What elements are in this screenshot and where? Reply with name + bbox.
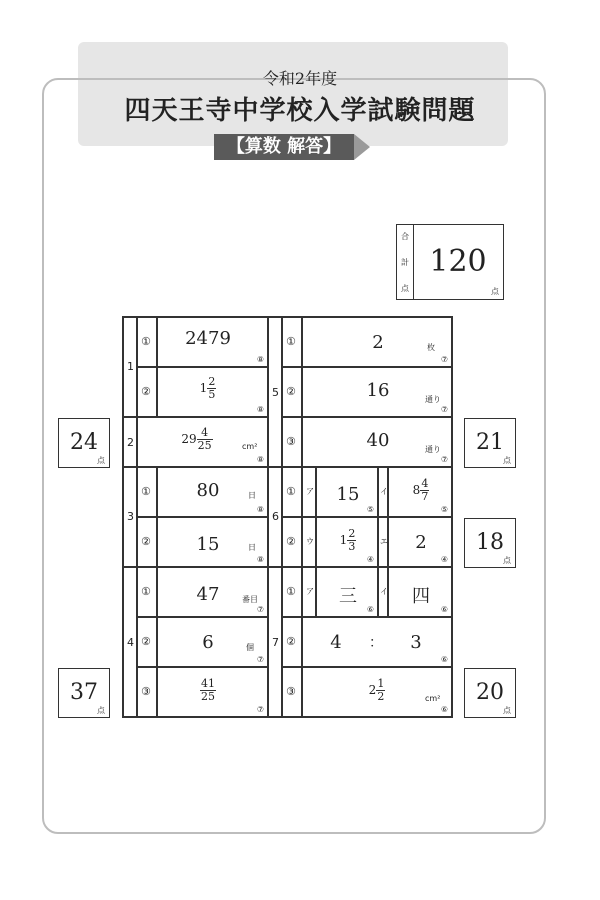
sub-number: ①: [141, 335, 151, 348]
q6-2b-answer-cell: [388, 517, 452, 567]
sub-number: ③: [141, 685, 151, 698]
answer-value: 16: [366, 380, 390, 401]
score-value: 24: [70, 430, 98, 455]
fraction-whole: 1: [199, 381, 208, 395]
fraction-whole: 2: [368, 683, 377, 697]
kana-label: ア: [306, 487, 314, 496]
answer-value: 4: [330, 632, 342, 653]
points-mark: ⑧: [256, 355, 264, 364]
fraction-denominator: 25: [197, 439, 212, 452]
sub-number-cell: [282, 317, 302, 367]
answer-unit: 番目: [242, 595, 258, 604]
pencil-tip-icon: [354, 134, 370, 160]
answer-value: 3: [410, 632, 422, 653]
q5-number-cell: [268, 317, 282, 467]
sub-number: ③: [286, 685, 296, 698]
sub-number: ①: [286, 585, 296, 598]
q2-number-cell: [123, 417, 137, 467]
q3-1-answer-cell: [157, 467, 268, 517]
score-value: 37: [70, 680, 98, 705]
question-number: 6: [272, 510, 279, 523]
points-mark: ⑥: [366, 605, 374, 614]
sub-number-cell: [137, 517, 157, 567]
q6-1b-answer-cell: [388, 467, 452, 517]
score-unit: 点: [503, 556, 511, 565]
q2-answer-cell: [137, 417, 268, 467]
points-mark: ⑧: [256, 405, 264, 414]
answer-fraction: [158, 376, 258, 401]
score-value: 18: [476, 530, 504, 555]
sub-number-cell: [282, 517, 302, 567]
answer-value: 2479: [185, 328, 231, 349]
sub-number-cell: [137, 567, 157, 617]
sub-number: ③: [286, 435, 296, 448]
points-mark: ⑦: [440, 405, 448, 414]
answer-unit: 通り: [425, 395, 441, 404]
fraction-numerator: 4: [197, 427, 213, 440]
points-mark: ⑧: [256, 555, 264, 564]
q6-number-cell: [268, 467, 282, 567]
question-number: 4: [127, 636, 134, 649]
kana-cell: [302, 517, 316, 567]
fraction-whole: 8: [412, 483, 421, 497]
fraction-denominator: 5: [208, 388, 216, 401]
answer-unit: 日: [248, 543, 256, 552]
sub-number-cell: [282, 367, 302, 417]
q4-number-cell: [123, 567, 137, 717]
q6-2a-answer-cell: [316, 517, 378, 567]
q7-number-cell: [268, 567, 282, 717]
score-unit: 点: [97, 456, 105, 465]
answer-grid: [122, 316, 453, 718]
q1-2-answer-cell: [157, 367, 268, 417]
sub-number: ②: [141, 385, 151, 398]
fraction-numerator: 41: [201, 677, 215, 690]
sub-number-cell: [137, 317, 157, 367]
exam-title: 四天王寺中学校入学試験問題: [124, 96, 476, 126]
answer-fraction: [347, 678, 407, 703]
points-mark: ⑦: [256, 605, 264, 614]
kana-label: イ: [380, 487, 388, 496]
score-box-5: [464, 418, 516, 468]
q7-3-answer-cell: [302, 667, 452, 717]
fraction-numerator: 2: [348, 527, 356, 540]
answer-value: 四: [412, 586, 430, 607]
score-box-3-4: [58, 668, 110, 718]
q4-3-answer-cell: [157, 667, 268, 717]
score-box-7: [464, 668, 516, 718]
fraction-denominator: 7: [421, 490, 429, 503]
total-label: [397, 225, 414, 299]
q7-1a-answer-cell: [316, 567, 378, 617]
sub-number-cell: [282, 567, 302, 617]
points-mark: ⑦: [256, 655, 264, 664]
sub-number-cell: [282, 617, 302, 667]
answer-unit: 日: [248, 491, 256, 500]
q3-number-cell: [123, 467, 137, 567]
kana-cell: [378, 567, 388, 617]
sub-number: ②: [286, 385, 296, 398]
score-value: 20: [476, 680, 504, 705]
sub-number-cell: [137, 467, 157, 517]
q5-2-answer-cell: [302, 367, 452, 417]
answer-value: 2: [372, 332, 384, 353]
points-mark: ⑦: [256, 705, 264, 714]
sub-number: ②: [141, 535, 151, 548]
answer-value: 47: [196, 584, 220, 605]
q1-1-answer-cell: [157, 317, 268, 367]
subject-tag: 【算数 解答】: [214, 134, 354, 160]
answer-fraction: [162, 427, 232, 452]
total-score-box: [396, 224, 504, 300]
q6-1a-answer-cell: [316, 467, 378, 517]
points-mark: ⑦: [440, 355, 448, 364]
sub-number: ②: [141, 635, 151, 648]
answer-fraction: [317, 528, 379, 553]
q4-1-answer-cell: [157, 567, 268, 617]
question-number: 5: [272, 386, 279, 399]
total-label-char: 合: [401, 232, 409, 241]
answer-fraction: [389, 478, 453, 503]
answer-unit: 枚: [427, 343, 435, 352]
kana-cell: [378, 517, 388, 567]
sub-number-cell: [137, 617, 157, 667]
q7-1b-answer-cell: [388, 567, 452, 617]
answer-value: 15: [336, 484, 360, 505]
answer-value: 15: [196, 534, 220, 555]
sub-number: ①: [286, 485, 296, 498]
total-unit: 点: [491, 287, 499, 296]
q5-1-answer-cell: [302, 317, 452, 367]
kana-label: イ: [380, 587, 388, 596]
score-unit: 点: [97, 706, 105, 715]
fraction-denominator: 2: [377, 690, 385, 703]
fraction-denominator: 3: [348, 540, 356, 553]
fraction-whole: 1: [339, 533, 348, 547]
score-value: 21: [476, 430, 504, 455]
answer-value: 三: [339, 586, 357, 607]
kana-label: ウ: [306, 537, 314, 546]
sub-number: ②: [286, 535, 296, 548]
question-number: 2: [127, 436, 134, 449]
total-score: 120: [429, 244, 487, 279]
points-mark: ⑥: [440, 655, 448, 664]
kana-label: エ: [380, 537, 388, 546]
q7-2-answer-cell: [302, 617, 452, 667]
points-mark: ⑦: [440, 455, 448, 464]
answer-fraction: [158, 678, 258, 703]
sub-number-cell: [282, 467, 302, 517]
kana-cell: [302, 467, 316, 517]
sub-number: ②: [286, 635, 296, 648]
answer-unit: 個: [246, 643, 254, 652]
points-mark: ⑧: [256, 455, 264, 464]
sub-number-cell: [137, 367, 157, 417]
fraction-numerator: 2: [208, 375, 216, 388]
sub-number: ①: [141, 485, 151, 498]
points-mark: ⑤: [440, 505, 448, 514]
fraction-numerator: 1: [377, 677, 385, 690]
sub-number-cell: [137, 667, 157, 717]
answer-value: 6: [202, 632, 214, 653]
points-mark: ⑤: [366, 505, 374, 514]
answer-unit: 通り: [425, 445, 441, 454]
kana-cell: [302, 567, 316, 617]
ratio-separator: ：: [369, 635, 383, 651]
answer-value: 2: [415, 532, 427, 553]
q5-3-answer-cell: [302, 417, 452, 467]
kana-cell: [378, 467, 388, 517]
fraction-whole: 29: [181, 432, 197, 446]
q3-2-answer-cell: [157, 517, 268, 567]
question-number: 7: [272, 636, 279, 649]
question-number: 3: [127, 510, 134, 523]
answer-unit: cm²: [242, 442, 258, 451]
sub-number: ①: [286, 335, 296, 348]
total-label-char: 計: [401, 258, 409, 267]
total-label-char: 点: [401, 284, 409, 293]
question-number: 1: [127, 360, 134, 373]
sub-number-cell: [282, 667, 302, 717]
score-unit: 点: [503, 706, 511, 715]
score-box-6: [464, 518, 516, 568]
answer-unit: cm²: [425, 694, 441, 703]
points-mark: ④: [366, 555, 374, 564]
kana-label: ア: [306, 587, 314, 596]
fraction-numerator: 4: [421, 477, 429, 490]
sub-number: ①: [141, 585, 151, 598]
score-box-1-2: [58, 418, 110, 468]
points-mark: ⑥: [440, 605, 448, 614]
points-mark: ④: [440, 555, 448, 564]
q1-number-cell: [123, 317, 137, 417]
fraction-denominator: 25: [201, 690, 215, 703]
exam-year: 令和2年度: [262, 69, 338, 88]
answer-value: 40: [366, 430, 390, 451]
points-mark: ⑥: [440, 705, 448, 714]
score-unit: 点: [503, 456, 511, 465]
answer-value: 80: [196, 480, 220, 501]
points-mark: ⑧: [256, 505, 264, 514]
sub-number-cell: [282, 417, 302, 467]
q4-2-answer-cell: [157, 617, 268, 667]
